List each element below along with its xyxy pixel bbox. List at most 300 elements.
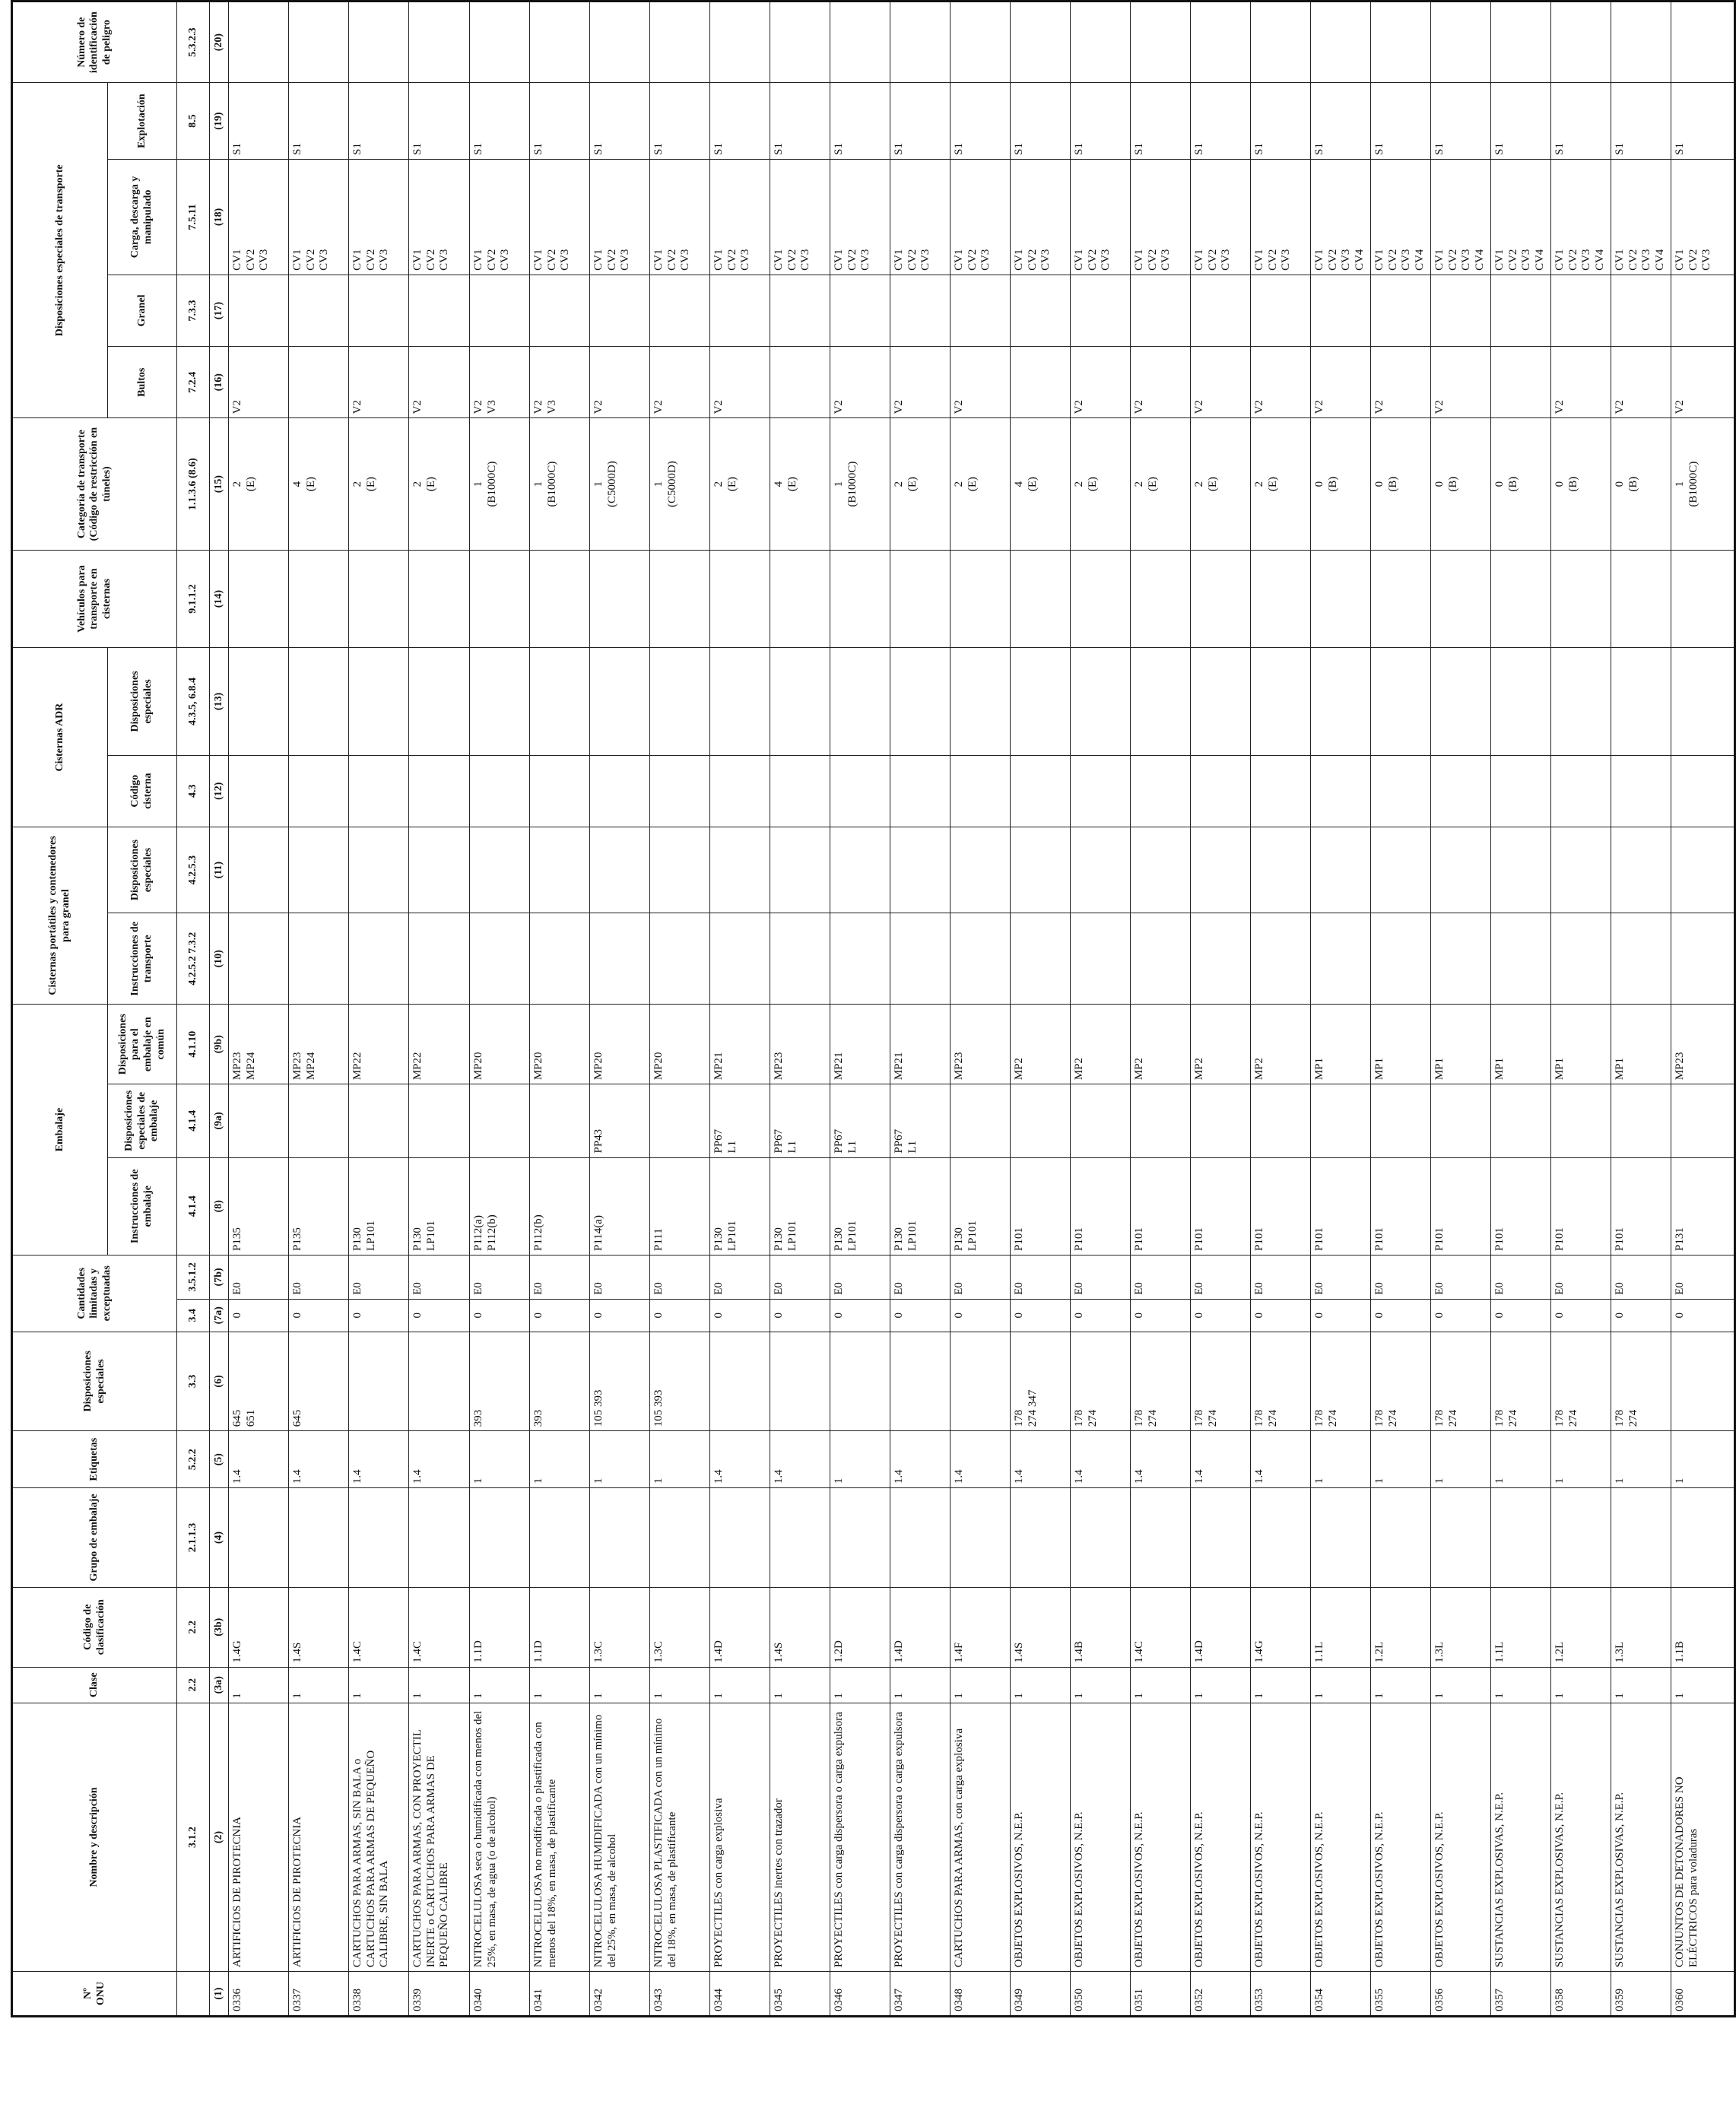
reference-cell: 5.2.2	[177, 1431, 210, 1488]
column-number-cell: (19)	[210, 83, 229, 160]
hazard-number-cell	[1311, 2, 1371, 83]
header-inst-embalaje: Instrucciones de embalaje	[108, 1157, 177, 1255]
packing-instruction-cell: P101	[1011, 1157, 1071, 1255]
excepted-qty-cell: E0	[1311, 1255, 1371, 1299]
column-number-cell: (9a)	[210, 1084, 229, 1157]
un-number-cell: 0342	[590, 1972, 650, 2017]
excepted-qty-cell: E0	[1071, 1255, 1131, 1299]
name-cell: SUSTANCIAS EXPLOSIVAS, N.E.P.	[1611, 1703, 1671, 1971]
class-cell: 1	[590, 1667, 650, 1703]
label-cell: 1.4	[1251, 1431, 1311, 1488]
classification-code-cell: 1.4F	[951, 1587, 1011, 1667]
portable-tank-instruction-cell	[1371, 913, 1431, 1005]
packages-provision-cell: V2 V3	[530, 347, 590, 418]
header-disp-esp-cp: Disposiciones especiales	[108, 827, 177, 913]
packing-group-cell	[409, 1488, 470, 1588]
tank-provision-cell	[1011, 648, 1071, 755]
operation-provision-cell: S1	[1311, 83, 1371, 160]
tank-code-cell	[349, 755, 409, 827]
packages-provision-cell	[770, 347, 830, 418]
packing-provision-cell	[1011, 1084, 1071, 1157]
excepted-qty-cell: E0	[590, 1255, 650, 1299]
special-provisions-cell	[830, 1332, 890, 1431]
table-row	[1491, 2, 1551, 2017]
reference-cell: 7.2.4	[177, 347, 210, 418]
classification-code-cell: 1.4S	[289, 1587, 349, 1667]
limited-qty-cell: 0	[289, 1299, 349, 1332]
column-number-cell: (1)	[210, 1972, 229, 2017]
special-provisions-cell: 178 274	[1431, 1332, 1491, 1431]
portable-tank-instruction-cell	[650, 913, 710, 1005]
un-number-cell: 0341	[530, 1972, 590, 2017]
limited-qty-cell: 0	[1311, 1299, 1371, 1332]
header-clase: Clase	[12, 1667, 177, 1703]
packages-provision-cell: V2	[1551, 347, 1611, 418]
packing-instruction-cell: P112(a) P112(b)	[470, 1157, 530, 1255]
hazard-number-cell	[890, 2, 951, 83]
class-cell: 1	[229, 1667, 289, 1703]
special-provisions-cell: 393	[470, 1332, 530, 1431]
bulk-provision-cell	[1491, 275, 1551, 346]
packages-provision-cell	[289, 347, 349, 418]
class-cell: 1	[951, 1667, 1011, 1703]
special-provisions-cell: 645 651	[229, 1332, 289, 1431]
portable-tank-instruction-cell	[1671, 913, 1735, 1005]
tank-code-cell	[289, 755, 349, 827]
special-provisions-cell: 178 274	[1311, 1332, 1371, 1431]
tank-provision-cell	[530, 648, 590, 755]
special-provisions-cell: 178 274	[1071, 1332, 1131, 1431]
packing-provision-cell: PP67 L1	[770, 1084, 830, 1157]
un-number-cell: 0345	[770, 1972, 830, 2017]
packing-instruction-cell: P101	[1071, 1157, 1131, 1255]
un-number-cell: 0359	[1611, 1972, 1671, 2017]
bulk-provision-cell	[590, 275, 650, 346]
packing-group-cell	[1371, 1488, 1431, 1588]
column-number-cell: (10)	[210, 913, 229, 1005]
bulk-provision-cell	[1671, 275, 1735, 346]
hazard-number-cell	[650, 2, 710, 83]
transport-category-cell: 0 (B)	[1551, 418, 1611, 550]
packages-provision-cell	[1011, 347, 1071, 418]
reference-cell: 2.2	[177, 1587, 210, 1667]
packing-instruction-cell: P101	[1131, 1157, 1191, 1255]
tank-provision-cell	[349, 648, 409, 755]
column-number-row	[210, 2, 229, 2017]
excepted-qty-cell: E0	[1431, 1255, 1491, 1299]
packing-group-cell	[1191, 1488, 1251, 1588]
loading-provision-cell: CV1 CV2 CV3	[1251, 159, 1311, 275]
portable-tank-instruction-cell	[1071, 913, 1131, 1005]
packing-group-cell	[590, 1488, 650, 1588]
un-number-cell: 0351	[1131, 1972, 1191, 2017]
table-row	[229, 2, 289, 2017]
table-row	[951, 2, 1011, 2017]
label-cell: 1.4	[349, 1431, 409, 1488]
excepted-qty-cell: E0	[951, 1255, 1011, 1299]
reference-cell: 7.5.11	[177, 159, 210, 275]
tank-code-cell	[710, 755, 770, 827]
label-cell: 1	[590, 1431, 650, 1488]
packing-instruction-cell: P130 LP101	[409, 1157, 470, 1255]
header-cantidades: Cantidades limitadas y exceptuadas	[12, 1255, 177, 1332]
tank-code-cell	[1131, 755, 1191, 827]
hazard-number-cell	[229, 2, 289, 83]
excepted-qty-cell: E0	[349, 1255, 409, 1299]
limited-qty-cell: 0	[229, 1299, 289, 1332]
special-provisions-cell: 178 274	[1131, 1332, 1191, 1431]
column-number-cell: (4)	[210, 1488, 229, 1588]
bulk-provision-cell	[1431, 275, 1491, 346]
hazard-number-cell	[1191, 2, 1251, 83]
tank-code-cell	[1371, 755, 1431, 827]
header-disp-esp: Disposiciones especiales	[12, 1332, 177, 1431]
portable-tank-provision-cell	[1071, 827, 1131, 913]
classification-code-cell: 1.4C	[409, 1587, 470, 1667]
packages-provision-cell: V2	[349, 347, 409, 418]
column-number-cell: (6)	[210, 1332, 229, 1431]
class-cell: 1	[1491, 1667, 1551, 1703]
table-row	[470, 2, 530, 2017]
packing-group-cell	[830, 1488, 890, 1588]
name-cell: CARTUCHOS PARA ARMAS, CON PROYECTIL INERTE o CARTUCHOS PARA ARMAS DE PEQUEÑO CALIBRE	[409, 1703, 470, 1971]
limited-qty-cell: 0	[830, 1299, 890, 1332]
header-explotacion: Explotación	[108, 83, 177, 160]
portable-tank-instruction-cell	[1431, 913, 1491, 1005]
tank-code-cell	[650, 755, 710, 827]
classification-code-cell: 1.1L	[1491, 1587, 1551, 1667]
tank-provision-cell	[710, 648, 770, 755]
hazard-number-cell	[1431, 2, 1491, 83]
portable-tank-provision-cell	[1251, 827, 1311, 913]
un-number-cell: 0336	[229, 1972, 289, 2017]
loading-provision-cell: CV1 CV2 CV3	[289, 159, 349, 275]
limited-qty-cell: 0	[770, 1299, 830, 1332]
excepted-qty-cell: E0	[530, 1255, 590, 1299]
tank-provision-cell	[1251, 648, 1311, 755]
special-provisions-cell	[710, 1332, 770, 1431]
operation-provision-cell: S1	[409, 83, 470, 160]
packing-group-cell	[229, 1488, 289, 1588]
name-cell: OBJETOS EXPLOSIVOS, N.E.P.	[1131, 1703, 1191, 1971]
table-body	[229, 2, 1735, 2017]
header-categoria: Categoría de transporte (Código de restricción en túneles)	[12, 418, 177, 550]
name-cell: CARTUCHOS PARA ARMAS, con carga explosiva	[951, 1703, 1011, 1971]
loading-provision-cell: CV1 CV2 CV3 CV4	[1611, 159, 1671, 275]
table-row	[770, 2, 830, 2017]
reference-cell: 5.3.2.3	[177, 2, 210, 83]
classification-code-cell: 1.4S	[1011, 1587, 1071, 1667]
vehicle-cell	[951, 550, 1011, 647]
mixed-packing-cell: MP2	[1131, 1005, 1191, 1084]
reference-cell: 4.2.5.3	[177, 827, 210, 913]
excepted-qty-cell: E0	[289, 1255, 349, 1299]
limited-qty-cell: 0	[1551, 1299, 1611, 1332]
hazard-number-cell	[1251, 2, 1311, 83]
transport-category-cell: 2 (E)	[409, 418, 470, 550]
mixed-packing-cell: MP23	[1671, 1005, 1735, 1084]
classification-code-cell: 1.4C	[349, 1587, 409, 1667]
vehicle-cell	[1491, 550, 1551, 647]
mixed-packing-cell: MP2	[1011, 1005, 1071, 1084]
classification-code-cell: 1.4G	[229, 1587, 289, 1667]
vehicle-cell	[1431, 550, 1491, 647]
transport-category-cell: 2 (E)	[349, 418, 409, 550]
portable-tank-provision-cell	[890, 827, 951, 913]
packages-provision-cell: V2	[1311, 347, 1371, 418]
transport-category-cell: 2 (E)	[1251, 418, 1311, 550]
packing-group-cell	[1491, 1488, 1551, 1588]
tank-code-cell	[1071, 755, 1131, 827]
limited-qty-cell: 0	[951, 1299, 1011, 1332]
tank-code-cell	[1191, 755, 1251, 827]
mixed-packing-cell: MP2	[1071, 1005, 1131, 1084]
table-row	[409, 2, 470, 2017]
tank-provision-cell	[1671, 648, 1735, 755]
packing-group-cell	[710, 1488, 770, 1588]
packing-instruction-cell: P130 LP101	[890, 1157, 951, 1255]
vehicle-cell	[289, 550, 349, 647]
column-number-cell: (2)	[210, 1703, 229, 1971]
packing-instruction-cell: P111	[650, 1157, 710, 1255]
portable-tank-instruction-cell	[349, 913, 409, 1005]
tank-provision-cell	[1311, 648, 1371, 755]
limited-qty-cell: 0	[1371, 1299, 1431, 1332]
label-cell: 1	[530, 1431, 590, 1488]
classification-code-cell: 1.4B	[1071, 1587, 1131, 1667]
vehicle-cell	[1311, 550, 1371, 647]
excepted-qty-cell: E0	[409, 1255, 470, 1299]
tank-provision-cell	[1551, 648, 1611, 755]
portable-tank-instruction-cell	[770, 913, 830, 1005]
classification-code-cell: 1.4D	[1191, 1587, 1251, 1667]
tank-code-cell	[1251, 755, 1311, 827]
label-cell: 1	[1671, 1431, 1735, 1488]
header-cisternas-adr: Cisternas ADR	[12, 648, 108, 827]
transport-category-cell: 4 (E)	[770, 418, 830, 550]
excepted-qty-cell: E0	[1011, 1255, 1071, 1299]
table-row	[1611, 2, 1671, 2017]
packing-provision-cell	[1671, 1084, 1735, 1157]
hazard-number-cell	[1551, 2, 1611, 83]
packing-provision-cell	[229, 1084, 289, 1157]
vehicle-cell	[530, 550, 590, 647]
packing-provision-cell	[951, 1084, 1011, 1157]
mixed-packing-cell: MP1	[1371, 1005, 1431, 1084]
un-number-cell: 0339	[409, 1972, 470, 2017]
name-cell: SUSTANCIAS EXPLOSIVAS, N.E.P.	[1551, 1703, 1611, 1971]
mixed-packing-cell: MP20	[530, 1005, 590, 1084]
vehicle-cell	[229, 550, 289, 647]
hazard-number-cell	[349, 2, 409, 83]
name-cell: NITROCELULOSA PLASTIFICADA con un mínimo del 18%, en masa, de plastificante	[650, 1703, 710, 1971]
packing-provision-cell: PP67 L1	[830, 1084, 890, 1157]
packing-provision-cell	[470, 1084, 530, 1157]
portable-tank-instruction-cell	[1611, 913, 1671, 1005]
class-cell: 1	[530, 1667, 590, 1703]
tank-code-cell	[409, 755, 470, 827]
operation-provision-cell: S1	[830, 83, 890, 160]
packing-group-cell	[1011, 1488, 1071, 1588]
special-provisions-cell: 178 274	[1371, 1332, 1431, 1431]
class-cell: 1	[470, 1667, 530, 1703]
mixed-packing-cell: MP23	[951, 1005, 1011, 1084]
operation-provision-cell: S1	[1191, 83, 1251, 160]
label-cell: 1.4	[289, 1431, 349, 1488]
transport-category-cell: 0 (B)	[1371, 418, 1431, 550]
tank-provision-cell	[890, 648, 951, 755]
operation-provision-cell: S1	[1131, 83, 1191, 160]
transport-category-cell: 1 (B1000C)	[830, 418, 890, 550]
column-number-cell: (13)	[210, 648, 229, 755]
loading-provision-cell: CV1 CV2 CV3	[770, 159, 830, 275]
loading-provision-cell: CV1 CV2 CV3 CV4	[1431, 159, 1491, 275]
vehicle-cell	[1191, 550, 1251, 647]
class-cell: 1	[1371, 1667, 1431, 1703]
portable-tank-provision-cell	[770, 827, 830, 913]
label-cell: 1.4	[1011, 1431, 1071, 1488]
special-provisions-cell: 178 274	[1251, 1332, 1311, 1431]
mixed-packing-cell: MP23 MP24	[289, 1005, 349, 1084]
label-cell: 1.4	[770, 1431, 830, 1488]
loading-provision-cell: CV1 CV2 CV3 CV4	[1371, 159, 1431, 275]
packing-group-cell	[289, 1488, 349, 1588]
special-provisions-cell	[349, 1332, 409, 1431]
column-number-cell: (18)	[210, 159, 229, 275]
column-number-cell: (5)	[210, 1431, 229, 1488]
hazard-number-cell	[289, 2, 349, 83]
table-row	[1011, 2, 1071, 2017]
limited-qty-cell: 0	[890, 1299, 951, 1332]
packing-group-cell	[1551, 1488, 1611, 1588]
loading-provision-cell: CV1 CV2 CV3	[409, 159, 470, 275]
special-provisions-cell: 178 274	[1551, 1332, 1611, 1431]
class-cell: 1	[650, 1667, 710, 1703]
limited-qty-cell: 0	[409, 1299, 470, 1332]
hazard-number-cell	[1371, 2, 1431, 83]
packages-provision-cell: V2	[229, 347, 289, 418]
reference-cell: 3.4	[177, 1299, 210, 1332]
operation-provision-cell: S1	[470, 83, 530, 160]
packing-provision-cell	[1431, 1084, 1491, 1157]
mixed-packing-cell: MP23	[770, 1005, 830, 1084]
table-row	[890, 2, 951, 2017]
special-provisions-cell: 105 393	[650, 1332, 710, 1431]
operation-provision-cell: S1	[289, 83, 349, 160]
un-number-cell: 0347	[890, 1972, 951, 2017]
name-cell: OBJETOS EXPLOSIVOS, N.E.P.	[1431, 1703, 1491, 1971]
packages-provision-cell: V2	[1431, 347, 1491, 418]
class-cell: 1	[1551, 1667, 1611, 1703]
limited-qty-cell: 0	[1191, 1299, 1251, 1332]
packing-provision-cell	[1611, 1084, 1671, 1157]
tank-code-cell	[1011, 755, 1071, 827]
column-number-cell: (17)	[210, 275, 229, 346]
un-number-cell: 0340	[470, 1972, 530, 2017]
transport-category-cell: 2 (E)	[229, 418, 289, 550]
table-row	[1431, 2, 1491, 2017]
excepted-qty-cell: E0	[1191, 1255, 1251, 1299]
hazard-number-cell	[830, 2, 890, 83]
portable-tank-provision-cell	[650, 827, 710, 913]
loading-provision-cell: CV1 CV2 CV3	[530, 159, 590, 275]
packing-instruction-cell: P130 LP101	[710, 1157, 770, 1255]
transport-category-cell: 0 (B)	[1311, 418, 1371, 550]
un-number-cell: 0360	[1671, 1972, 1735, 2017]
table-row	[1131, 2, 1191, 2017]
reference-cell: 4.3	[177, 755, 210, 827]
portable-tank-provision-cell	[229, 827, 289, 913]
packing-group-cell	[650, 1488, 710, 1588]
class-cell: 1	[890, 1667, 951, 1703]
table-row	[1071, 2, 1131, 2017]
reference-cell: 3.3	[177, 1332, 210, 1431]
packages-provision-cell: V2	[1611, 347, 1671, 418]
vehicle-cell	[1551, 550, 1611, 647]
operation-provision-cell: S1	[1071, 83, 1131, 160]
tank-provision-cell	[1131, 648, 1191, 755]
name-cell: OBJETOS EXPLOSIVOS, N.E.P.	[1071, 1703, 1131, 1971]
reference-cell: 3.5.1.2	[177, 1255, 210, 1299]
packing-instruction-cell: P112(b)	[530, 1157, 590, 1255]
packing-group-cell	[530, 1488, 590, 1588]
limited-qty-cell: 0	[1491, 1299, 1551, 1332]
header-vehiculos: Vehículos para transporte en cisternas	[12, 550, 177, 647]
un-number-cell: 0354	[1311, 1972, 1371, 2017]
loading-provision-cell: CV1 CV2 CV3	[590, 159, 650, 275]
table-row	[830, 2, 890, 2017]
portable-tank-instruction-cell	[1191, 913, 1251, 1005]
packing-instruction-cell: P131	[1671, 1157, 1735, 1255]
packing-group-cell	[349, 1488, 409, 1588]
transport-category-cell: 0 (B)	[1611, 418, 1671, 550]
packages-provision-cell: V2	[830, 347, 890, 418]
column-number-cell: (7b)	[210, 1255, 229, 1299]
tank-code-cell	[1611, 755, 1671, 827]
column-number-cell: (3b)	[210, 1587, 229, 1667]
tank-code-cell	[830, 755, 890, 827]
packing-group-cell	[1251, 1488, 1311, 1588]
vehicle-cell	[710, 550, 770, 647]
loading-provision-cell: CV1 CV2 CV3 CV4	[1491, 159, 1551, 275]
operation-provision-cell: S1	[951, 83, 1011, 160]
portable-tank-provision-cell	[1491, 827, 1551, 913]
packing-provision-cell	[530, 1084, 590, 1157]
reference-cell: 7.3.3	[177, 275, 210, 346]
portable-tank-provision-cell	[409, 827, 470, 913]
operation-provision-cell: S1	[1011, 83, 1071, 160]
portable-tank-provision-cell	[830, 827, 890, 913]
packing-provision-cell	[1371, 1084, 1431, 1157]
portable-tank-provision-cell	[1671, 827, 1735, 913]
class-cell: 1	[1251, 1667, 1311, 1703]
loading-provision-cell: CV1 CV2 CV3	[1011, 159, 1071, 275]
column-number-cell: (12)	[210, 755, 229, 827]
un-number-cell: 0349	[1011, 1972, 1071, 2017]
portable-tank-provision-cell	[1431, 827, 1491, 913]
tank-code-cell	[229, 755, 289, 827]
operation-provision-cell: S1	[1671, 83, 1735, 160]
table-row	[590, 2, 650, 2017]
table-row	[650, 2, 710, 2017]
portable-tank-provision-cell	[1191, 827, 1251, 913]
loading-provision-cell: CV1 CV2 CV3 CV4	[1311, 159, 1371, 275]
packing-instruction-cell: P101	[1611, 1157, 1671, 1255]
transport-category-cell: 2 (E)	[1131, 418, 1191, 550]
operation-provision-cell: S1	[1611, 83, 1671, 160]
portable-tank-provision-cell	[1311, 827, 1371, 913]
label-cell: 1.4	[1191, 1431, 1251, 1488]
